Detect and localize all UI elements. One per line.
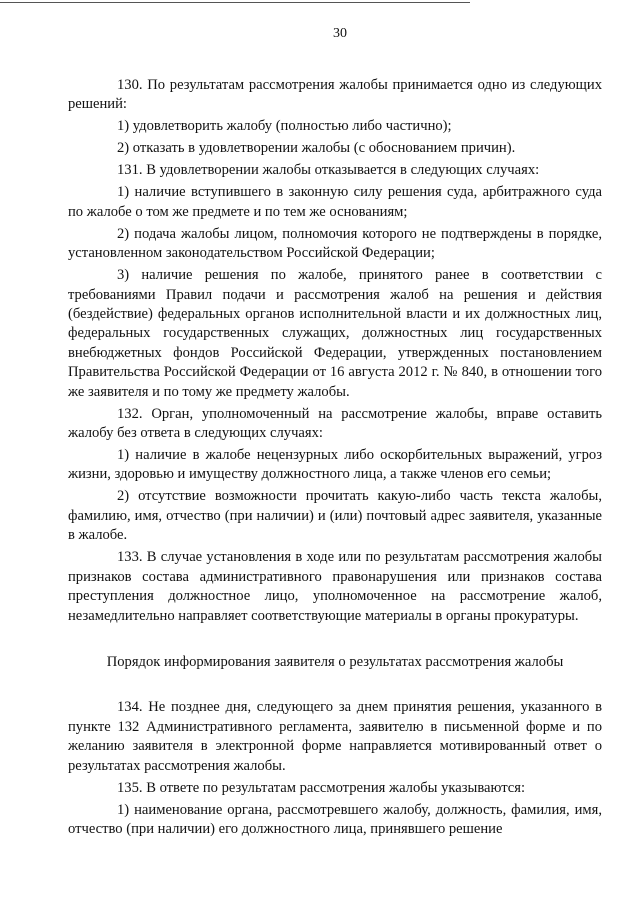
paragraph-130-item-2: 2) отказать в удовлетворении жалобы (с обоснованием причин). (117, 140, 516, 157)
page-number: 30 (333, 26, 347, 41)
paragraph-130: 130. По результатам рассмотрения жалобы принимается одно из следующих решений: (68, 77, 602, 113)
paragraph-131-item-2: 2) подача жалобы лицом, полномочия которого не подтверждены в порядке, установленном законодательством Российской Федерации; (68, 225, 602, 262)
section-heading: Порядок информирования заявителя о результатах рассмотрения жалобы (106, 653, 564, 670)
paragraph-135-item-1: 1) наименование органа, рассмотревшего жалобу, должность, фамилия, имя, отчество (при наличии) его должностного лица, принявшего решение (68, 801, 602, 837)
paragraph-132-item-2: 2) отсутствие возможности прочитать какую-либо часть текста жалобы, фамилию, имя, отчество (при наличии) и (или) почтовый адрес заявителя, указанные в жалобе. (68, 488, 602, 544)
paragraph-134: 134. Не позднее дня, следующего за днем принятия решения, указанного в пункте 132 Административного регламента, заявителю в письменной форме и по желанию заявителя в электронной форме направляется мотивированный ответ о результатах рассмотрения жалобы. (68, 699, 602, 774)
top-border-line (0, 2, 470, 3)
document-body (68, 76, 602, 842)
paragraph-132: 132. Орган, уполномоченный на рассмотрение жалобы, вправе оставить жалобу без ответа в следующих случаях: (68, 405, 602, 442)
paragraph-131: 131. В удовлетворении жалобы отказывается в следующих случаях: (117, 162, 540, 179)
paragraph-131-item-3: 3) наличие решения по жалобе, принятого ранее в соответствии с требованиями Правил подачи и рассмотрения жалоб на решения и действия (бездействие) федеральных органов исполнительной власти и их должностных лиц, федеральных государственных служащих, должностных лиц государственных внебюджетных фондов Российской Федерации, утвержденных постановлением Правительства Российской Федерации от 16 августа 2012 г. № 840, в отношении того же заявителя и по тому же предмету жалобы. (68, 267, 602, 400)
paragraph-135: 135. В ответе по результатам рассмотрения жалобы указываются: (117, 779, 526, 796)
paragraph-130-item-1: 1) удовлетворить жалобу (полностью либо частично); (117, 118, 452, 135)
paragraph-132-item-1: 1) наличие в жалобе нецензурных либо оскорбительных выражений, угроз жизни, здоровью и имуществу должностного лица, а также членов его семьи; (68, 447, 602, 483)
paragraph-131-item-1: 1) наличие вступившего в законную силу решения суда, арбитражного суда по жалобе о том же предмете и по тем же основаниям; (68, 184, 602, 220)
paragraph-133: 133. В случае установления в ходе или по результатам рассмотрения жалобы признаков состава административного правонарушения или признаков состава преступления должностное лицо, уполномоченное на рассмотрение жалоб, незамедлительно направляет соответствующие материалы в органы прокуратуры. (68, 549, 602, 624)
